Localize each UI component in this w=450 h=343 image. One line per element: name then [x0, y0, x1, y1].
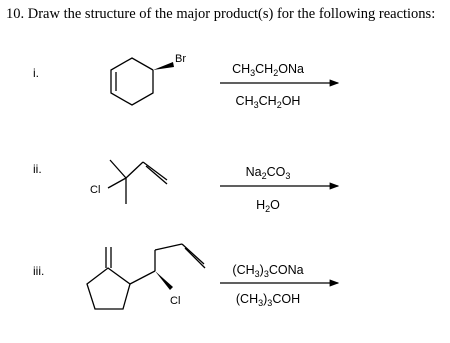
structure-1: [111, 58, 153, 105]
reaction-2-reagent: $Na_2CO_3$: [245, 165, 291, 181]
reaction-1-solvent: $CH_3CH_2OH$: [235, 94, 301, 110]
reaction-3-solvent: $(CH_3)_3COH$: [235, 292, 301, 308]
reaction-2-solvent: $H_2O$: [256, 198, 280, 214]
reaction-2-label: ii.: [33, 162, 42, 176]
wedge-bond-1: [153, 62, 174, 70]
atom-label-cl-3: Cl: [170, 295, 181, 307]
structure-3: [87, 244, 205, 309]
wedge-bond-3: [155, 271, 173, 290]
reaction-1-reagent: $CH_3CH_2ONa$: [232, 62, 304, 78]
reaction-1-label: i.: [33, 66, 39, 80]
structure-2: [108, 160, 167, 204]
reaction-3-reagent: $(CH_3)_3CONa$: [232, 263, 304, 279]
atom-label-br: Br: [175, 53, 186, 65]
reaction-3-label: iii.: [33, 264, 45, 278]
atom-label-cl-2: Cl: [90, 184, 101, 196]
question-text: 10. Draw the structure of the major product(s) for the following reactions:: [6, 6, 436, 22]
